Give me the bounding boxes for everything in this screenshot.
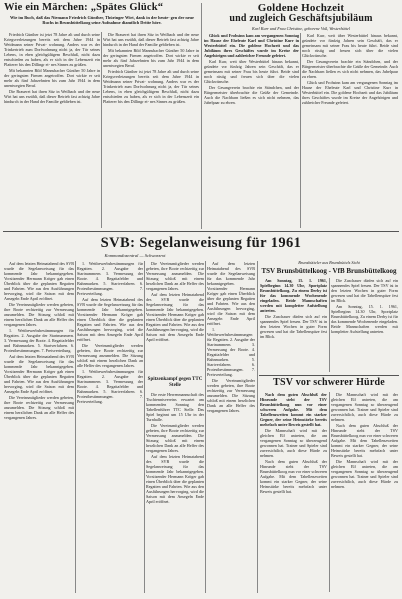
main-col-2-text-b: Auf dem letzten Heimatabend des SVB wurde die Segelanweisung für das kommende Jahr bekanntgegeben. Vorsitzender Hermann Kröger gab einen Überblick über die geplanten Regatten und Fahrten. Wie aus den Ausführungen hervorging, wird die Saison mit dem Ansegeln Ende April eröffnet. xyxy=(77,297,143,342)
sport-text-1-cont: Am Sonntag, 15. 1. 1961, Spielbeginn 14.30 Uhr, Sportplatz Brunsbüttelkoog. Zu einem Derby ist für das kommende Wochenende eingeladen. Beide Mannschaften werden mit kompletter Aufstellung antreten. xyxy=(331,304,398,334)
main-col-4-text: Auf dem letzten Heimatabend des SVB wurde die Segelanweisung für das kommende Jahr bekanntgegeben. Vorsitzender Hermann Kröger gab einen Überblick über die geplanten Regatten und Fahrten. Wie aus den Ausführungen hervorging, wird die Saison mit dem Ansegeln Ende April eröffnet. xyxy=(207,261,255,326)
sport-col-2 xyxy=(331,278,398,373)
left-article-p2: Mit bekannten Bild Mannsbacher Günther 50 Jahre in der geringsten Firmen angetroffen. Dort wirkte er seit mehr als fünf Jahrzehnten bis zum Jahr 1944 in dem unentwegten Beruf. xyxy=(4,68,100,88)
right-article-p1: Glück und Frohsinn kam am vergangenen Sonntag im Hause der Eheleute Karl und Christine Kurr in Westerbüttel ein. Die goldene Hochzeit und das Jubiläum ihres Geschäftes wurde im Kreise der Angehörigen und zahlreicher Freunde gefeiert. xyxy=(204,33,299,58)
sport-text-2-cont: Die Zuschauer dürfen sich auf ein spannendes Spiel freuen. Der TSV ist in den letzten Wochen in guter Form gewesen und hat die Tabellenspitze fest im Blick. xyxy=(331,278,398,303)
sport-kicker: Brunsbütteler aus Brunsbüttels Sicht xyxy=(298,260,360,265)
left-article-p3-cont: Die Brauerei hat ihren Sitz in Weilbach und der neue Wirt hat uns erzählt, daß dieser Betrieb fast achtzig Jahre hindurch in der Hand der Familie geblieben ist. xyxy=(103,32,199,47)
right-article-subtitle: Karl Kurr und Frau Christine, geborene Voß, Westerbüttel xyxy=(252,26,350,31)
bottom-text-1c: Nach dem guten Abschluß der Hinrunde steht der TSV Brunsbüttelkoog nun vor einer schweren Aufgabe. Mit dem Tabellenzweiten kommt ein starker Gegner, der seine Heimstärke bereits mehrfach unter Beweis gestellt hat. xyxy=(331,423,398,458)
main-col-4 xyxy=(207,261,255,594)
bottom-text-2: Die Mannschaft wird mit der gleichen Elf antreten, die am vergangenen Sonntag so überzeugend gewonnen hat. Trainer und Spieler sind zuversichtlich, auch diese Hürde zu nehmen. xyxy=(260,428,327,458)
left-article-col-1 xyxy=(4,32,100,229)
left-article-col-2 xyxy=(103,32,199,229)
main-col-1-text-e: Die Vereinsmitglieder werden gebeten, ihre Boote rechtzeitig zur Vermessung anzumelden. Die Sitzung schloß mit einem herzlichen Dank an alle Helfer des vergangenen Jahres. xyxy=(4,395,74,420)
bottom-text-2c: Die Mannschaft wird mit der gleichen Elf antreten, die am vergangenen Sonntag so überzeugend gewonnen hat. Trainer und Spieler sind zuversichtlich, auch diese Hürde zu nehmen. xyxy=(331,459,398,489)
left-article-p2-cont: Mit bekannten Bild Mannsbacher Günther 50 Jahre in der geringsten Firmen angetroffen. Dort wirkte er seit mehr als fünf Jahrzehnten bis zum Jahr 1944 in dem unentwegten Beruf. xyxy=(103,48,199,68)
right-article-p3: Der Gesangverein brachte ein Ständchen, und der Bürgermeister überbrachte die Grüße der Gemeinde. Auch die Nachbarn ließen es sich nicht nehmen, das Jubelpaar zu ehren. xyxy=(204,85,299,105)
main-col-4-text-b: 1. Wettbewerbsbestimmungen für Regatten. 2. Ausgabe der Startnummern. 3. Vermessung der Boote. 4. Regattafelder und Bahnmarken. 5. Startverfahren. 6. Protestbestimmungen. 7. Preisverteilung. xyxy=(207,327,255,377)
left-article-p1-cont: Friedrich Günther ist jetzt 78 Jahre alt und durch seine Kriegsverletzungen bereits seit dem Jahre 1944 in Weidmann seiner Privat- wohnung. Anders war es der Trinkertrieb zum Dorfwohnung nicht ja, der Tür seines Lebens, in eben gleichgültigem Beschluß, nicht dazu entschieden zu haben, als er sich in der Lebenszeit ein Platterer bis den Dillingr ei- nes Sinnes zu grüßen. xyxy=(103,69,199,104)
spitzenkampf-text xyxy=(146,392,204,593)
bottom-col-2 xyxy=(331,392,398,593)
main-col-1-text: Auf dem letzten Heimatabend des SVB wurde die Segelanweisung für das kommende Jahr bekanntgegeben. Vorsitzender Hermann Kröger gab einen Überblick über die geplanten Regatten und Fahrten. Wie aus den Ausführungen hervorging, wird die Saison mit dem Ansegeln Ende April eröffnet. xyxy=(4,261,74,301)
bottom-text-1: Nach dem guten Abschluß der Hinrunde steht der TSV Brunsbüttelkoog nun vor einer schweren Aufgabe. Mit dem Tabellenzweiten kommt ein starker Gegner, der seine Heimstärke bereits mehrfach unter Beweis gestellt hat. xyxy=(260,392,327,427)
right-article-title-2: und zugleich Geschäftsjubiläum xyxy=(229,13,373,24)
main-col-2-text-d: 1. Wettbewerbsbestimmungen für Regatten. 2. Ausgabe der Startnummern. 3. Vermessung der Boote. 4. Regattafelder und Bahnmarken. 5. Startverfahren. 6. Protestbestimmungen. 7. Preisverteilung. xyxy=(77,369,143,404)
main-col-3-text: Die Vereinsmitglieder werden gebeten, ihre Boote rechtzeitig zur Vermessung anzumelden. Die Sitzung schloß mit einem herzlichen Dank an alle Helfer des vergangenen Jahres. xyxy=(146,261,204,291)
right-article-p3-cont: Der Gesangverein brachte ein Ständchen, und der Bürgermeister überbrachte die Grüße der Gemeinde. Auch die Nachbarn ließen es sich nicht nehmen, das Jubelpaar zu ehren. xyxy=(302,59,398,79)
bottom-text-1b: Nach dem guten Abschluß der Hinrunde steht der TSV Brunsbüttelkoog nun vor einer schweren Aufgabe. Mit dem Tabellenzweiten kommt ein starker Gegner, der seine Heimstärke bereits mehrfach unter Beweis gestellt hat. xyxy=(260,459,327,494)
left-article-title: Wie ein Märchen: „Spätes Glück“ xyxy=(4,2,164,13)
sport-col-1 xyxy=(260,278,327,373)
main-col-1-text-c: 1. Wettbewerbsbestimmungen für Regatten. 2. Ausgabe der Startnummern. 3. Vermessung der Boote. 4. Regattafelder und Bahnmarken. 5. Startverfahren. 6. Protestbestimmungen. 7. Preisverteilung. xyxy=(4,328,74,353)
main-col-2-text: 1. Wettbewerbsbestimmungen für Regatten. 2. Ausgabe der Startnummern. 3. Vermessung der Boote. 4. Regattafelder und Bahnmarken. 5. Startverfahren. 6. Protestbestimmungen. 7. Preisverteilung. xyxy=(77,261,143,296)
right-article-p1-cont: Glück und Frohsinn kam am vergangenen Sonntag im Hause der Eheleute Karl und Christine Kurr in Westerbüttel ein. Die goldene Hochzeit und das Jubiläum ihres Geschäftes wurde im Kreise der Angehörigen und zahlreicher Freunde gefeiert. xyxy=(302,80,398,105)
right-article-col-1 xyxy=(204,33,299,229)
main-col-2 xyxy=(77,261,143,594)
right-article-title-1: Goldene Hochzeit xyxy=(257,2,345,14)
sport-text-1: Am Sonntag, 15. 1. 1961, Spielbeginn 14.30 Uhr, Sportplatz Brunsbüttelkoog. Zu einem Derby ist für das kommende Wochenende eingeladen. Beide Mannschaften werden mit kompletter Aufstellung antreten. xyxy=(260,278,327,313)
left-article-intro: Wie im Buch, daß das Niemann Friedrich Günther, Thüringer Wirt, dank in der heute- gen der neue Ruchs in Brunsbüttelkoog seine Aufnahme diamtlich Dritte höre. xyxy=(10,15,194,26)
main-col-1-text-b: Die Vereinsmitglieder werden gebeten, ihre Boote rechtzeitig zur Vermessung anzumelden. Die Sitzung schloß mit einem herzlichen Dank an alle Helfer des vergangenen Jahres. xyxy=(4,302,74,327)
right-article-p2: Karl Kurr, weit über Westerbüttel hinaus bekannt, gründete vor fünfzig Jahren sein Geschäft, das er gemeinsam mit seiner Frau bis heute führt. Beide sind noch rüstig und freuen sich über die vielen Glückwünsche. xyxy=(204,59,299,84)
spitzenkampf-title: Spitzenkampf gegen TTC Stelle xyxy=(147,377,203,388)
right-article-col-2 xyxy=(302,33,398,229)
bottom-article-title: TSV vor schwerer Hürde xyxy=(273,377,385,388)
sport-title: TSV Brunsbüttelkoog - VfB Brunsbüttelkoog xyxy=(261,267,397,275)
bottom-text-2b: Die Mannschaft wird mit der gleichen Elf antreten, die am vergangenen Sonntag so überzeugend gewonnen hat. Trainer und Spieler sind zuversichtlich, auch diese Hürde zu nehmen. xyxy=(331,392,398,422)
right-article-p2-cont: Karl Kurr, weit über Westerbüttel hinaus bekannt, gründete vor fünfzig Jahren sein Geschäft, das er gemeinsam mit seiner Frau bis heute führt. Beide sind noch rüstig und freuen sich über die vielen Glückwünsche. xyxy=(302,33,398,58)
sport-text-2: Die Zuschauer dürfen sich auf ein spannendes Spiel freuen. Der TSV ist in den letzten Wochen in guter Form gewesen und hat die Tabellenspitze fest im Blick. xyxy=(260,314,327,339)
main-col-1 xyxy=(4,261,74,594)
main-col-3-text-b: Auf dem letzten Heimatabend des SVB wurde die Segelanweisung für das kommende Jahr bekanntgegeben. Vorsitzender Hermann Kröger gab einen Überblick über die geplanten Regatten und Fahrten. Wie aus den Ausführungen hervorging, wird die Saison mit dem Ansegeln Ende April eröffnet. xyxy=(146,292,204,342)
left-article-p1: Friedrich Günther ist jetzt 78 Jahre alt und durch seine Kriegsverletzungen bereits seit dem Jahre 1944 in Weidmann seiner Privat- wohnung. Anders war es der Trinkertrieb zum Dorfwohnung nicht ja, der Tür seines Lebens, in eben gleichgültigem Beschluß, nicht dazu entschieden zu haben, als er sich in der Lebenszeit ein Platterer bis den Dillingr ei- nes Sinnes zu grüßen. xyxy=(4,32,100,67)
main-col-2-text-c: Die Vereinsmitglieder werden gebeten, ihre Boote rechtzeitig zur Vermessung anzumelden. Die Sitzung schloß mit einem herzlichen Dank an alle Helfer des vergangenen Jahres. xyxy=(77,343,143,368)
main-kicker: Kommandozentral — Schwarzrot xyxy=(104,253,166,258)
bottom-col-1 xyxy=(260,392,327,593)
spitzenkampf-p2: Die Vereinsmitglieder werden gebeten, ihre Boote rechtzeitig zur Vermessung anzumelden. Die Sitzung schloß mit einem herzlichen Dank an alle Helfer des vergangenen Jahres. xyxy=(146,423,204,453)
spitzenkampf-p3: Auf dem letzten Heimatabend des SVB wurde die Segelanweisung für das kommende Jahr bekanntgegeben. Vorsitzender Hermann Kröger gab einen Überblick über die geplanten Regatten und Fahrten. Wie aus den Ausführungen hervorging, wird die Saison mit dem Ansegeln Ende April eröffnet. xyxy=(146,454,204,504)
main-col-4-text-c: Die Vereinsmitglieder werden gebeten, ihre Boote rechtzeitig zur Vermessung anzumelden. Die Sitzung schloß mit einem herzlichen Dank an alle Helfer des vergangenen Jahres. xyxy=(207,378,255,413)
main-headline: SVB: Segelanweisung für 1961 xyxy=(100,235,302,251)
main-col-3 xyxy=(146,261,204,373)
left-article-p3: Die Brauerei hat ihren Sitz in Weilbach und der neue Wirt hat uns erzählt, daß dieser Betrieb fast achtzig Jahre hindurch in der Hand der Familie geblieben ist. xyxy=(4,89,100,104)
spitzenkampf-p1: Die erste Herrenmannschaft des Tischtennisvereins erwartet am kommenden Sonntag den Tabellenführer TTC Stelle. Das Spiel beginnt um 15 Uhr in der Turnhalle. xyxy=(146,392,204,422)
main-col-1-text-d: Auf dem letzten Heimatabend des SVB wurde die Segelanweisung für das kommende Jahr bekanntgegeben. Vorsitzender Hermann Kröger gab einen Überblick über die geplanten Regatten und Fahrten. Wie aus den Ausführungen hervorging, wird die Saison mit dem Ansegeln Ende April eröffnet. xyxy=(4,354,74,394)
